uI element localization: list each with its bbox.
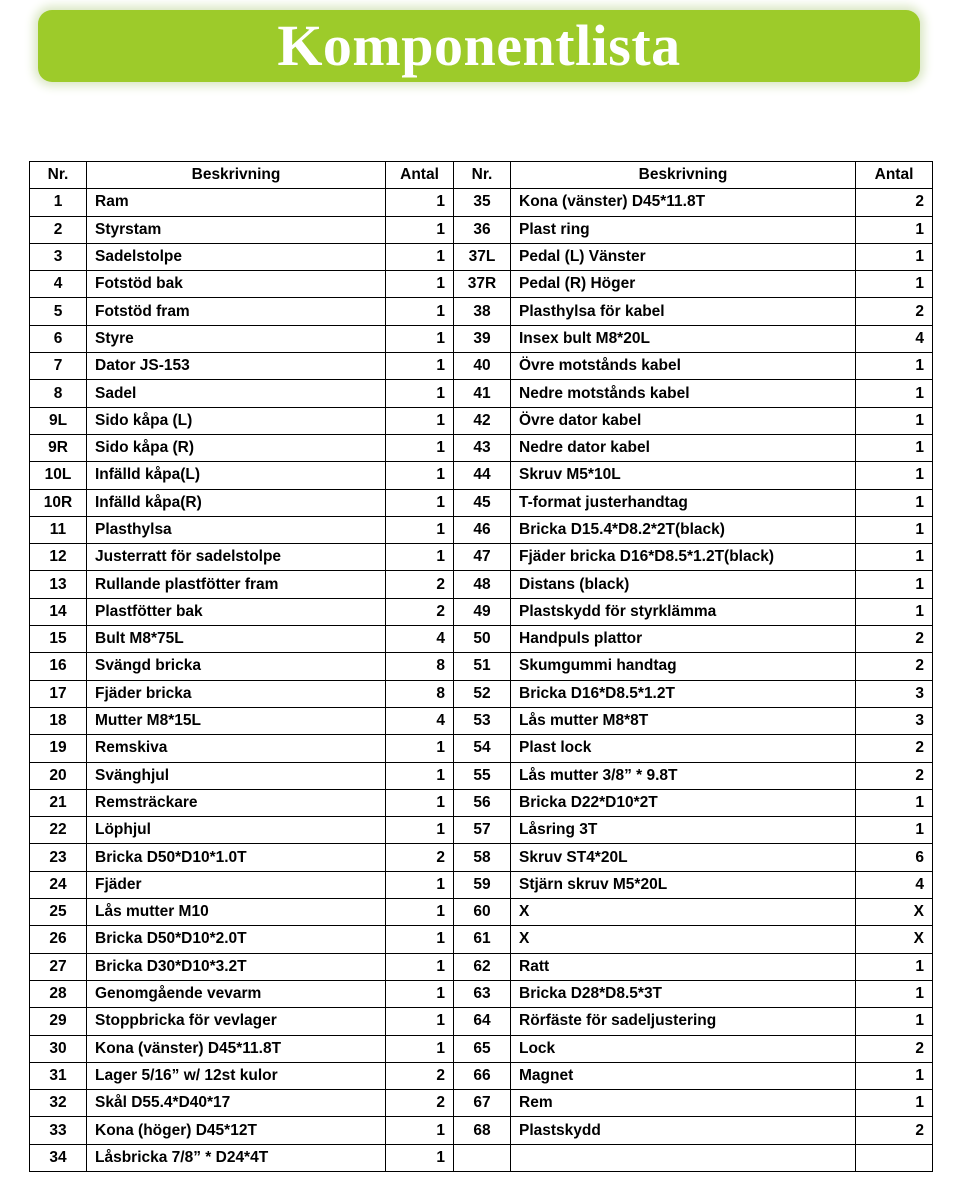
- part-description: Infälld kåpa(R): [87, 489, 386, 516]
- table-row: [30, 789, 933, 816]
- part-number: 64: [454, 1008, 511, 1035]
- part-number: 12: [30, 544, 87, 571]
- table-row: [30, 707, 933, 734]
- part-description: Handpuls plattor: [511, 626, 856, 653]
- part-quantity: 2: [856, 189, 933, 216]
- part-number: 42: [454, 407, 511, 434]
- part-number: 9R: [30, 434, 87, 461]
- part-number: 15: [30, 626, 87, 653]
- part-number: 47: [454, 544, 511, 571]
- part-quantity: 1: [856, 216, 933, 243]
- part-number: 36: [454, 216, 511, 243]
- parts-table-body: [30, 189, 933, 1172]
- part-number: 21: [30, 789, 87, 816]
- part-description: Bricka D50*D10*1.0T: [87, 844, 386, 871]
- part-quantity: 1: [386, 298, 454, 325]
- part-description: Fjäder bricka D16*D8.5*1.2T(black): [511, 544, 856, 571]
- part-number: 25: [30, 899, 87, 926]
- part-description: Plasthylsa: [87, 516, 386, 543]
- part-description: X: [511, 899, 856, 926]
- part-quantity: 1: [856, 271, 933, 298]
- part-number: 19: [30, 735, 87, 762]
- part-description: Bricka D22*D10*2T: [511, 789, 856, 816]
- part-quantity: 2: [386, 571, 454, 598]
- part-quantity: 2: [386, 1062, 454, 1089]
- part-number: 43: [454, 434, 511, 461]
- part-description: Lås mutter M10: [87, 899, 386, 926]
- part-description: Magnet: [511, 1062, 856, 1089]
- part-number: 26: [30, 926, 87, 953]
- part-description: Infälld kåpa(L): [87, 462, 386, 489]
- part-description: Låsbricka 7/8” * D24*4T: [87, 1144, 386, 1171]
- part-quantity: 1: [386, 516, 454, 543]
- part-quantity: 1: [386, 489, 454, 516]
- part-description: Mutter M8*15L: [87, 707, 386, 734]
- part-number: 51: [454, 653, 511, 680]
- part-description: Nedre motstånds kabel: [511, 380, 856, 407]
- part-number: 39: [454, 325, 511, 352]
- table-row: [30, 735, 933, 762]
- table-row: [30, 544, 933, 571]
- page-title: Komponentlista: [277, 13, 681, 78]
- table-row: [30, 762, 933, 789]
- part-number: 63: [454, 980, 511, 1007]
- part-quantity: 1: [386, 980, 454, 1007]
- table-row: [30, 680, 933, 707]
- part-quantity: 1: [386, 462, 454, 489]
- part-quantity: 2: [386, 844, 454, 871]
- part-description: Stjärn skruv M5*20L: [511, 871, 856, 898]
- part-number: 31: [30, 1062, 87, 1089]
- part-number: 53: [454, 707, 511, 734]
- part-description: Sido kåpa (L): [87, 407, 386, 434]
- part-description: Pedal (R) Höger: [511, 271, 856, 298]
- table-row: [30, 462, 933, 489]
- part-quantity: 1: [856, 380, 933, 407]
- part-description: Dator JS-153: [87, 353, 386, 380]
- part-description: X: [511, 926, 856, 953]
- part-number: 48: [454, 571, 511, 598]
- part-number: 60: [454, 899, 511, 926]
- part-quantity: 2: [856, 762, 933, 789]
- part-number: 55: [454, 762, 511, 789]
- part-quantity: 8: [386, 653, 454, 680]
- part-number: 9L: [30, 407, 87, 434]
- part-description: Kona (höger) D45*12T: [87, 1117, 386, 1144]
- part-description: Nedre dator kabel: [511, 434, 856, 461]
- part-quantity: 1: [386, 817, 454, 844]
- header-quantity: Antal: [386, 162, 454, 189]
- part-quantity: 2: [856, 1035, 933, 1062]
- table-row: [30, 817, 933, 844]
- part-quantity: 1: [386, 1008, 454, 1035]
- part-description: Ratt: [511, 953, 856, 980]
- part-quantity: 1: [856, 1090, 933, 1117]
- part-quantity: 1: [856, 980, 933, 1007]
- table-row: [30, 1008, 933, 1035]
- table-row: [30, 653, 933, 680]
- part-number: 57: [454, 817, 511, 844]
- part-quantity: 4: [386, 626, 454, 653]
- part-number: 62: [454, 953, 511, 980]
- table-row: [30, 325, 933, 352]
- part-description: Justerratt för sadelstolpe: [87, 544, 386, 571]
- part-number: 7: [30, 353, 87, 380]
- part-number: 10L: [30, 462, 87, 489]
- part-number: 46: [454, 516, 511, 543]
- part-number: 58: [454, 844, 511, 871]
- part-number: 14: [30, 598, 87, 625]
- part-quantity: 2: [856, 298, 933, 325]
- part-quantity: 2: [386, 598, 454, 625]
- part-description: Bricka D15.4*D8.2*2T(black): [511, 516, 856, 543]
- part-description: Fotstöd fram: [87, 298, 386, 325]
- part-number: 1: [30, 189, 87, 216]
- part-description: Rörfäste för sadeljustering: [511, 1008, 856, 1035]
- part-number: 16: [30, 653, 87, 680]
- table-row: [30, 380, 933, 407]
- title-banner: [38, 10, 920, 82]
- part-description: Övre dator kabel: [511, 407, 856, 434]
- part-number: 52: [454, 680, 511, 707]
- part-number: 37L: [454, 243, 511, 270]
- part-description: Lager 5/16” w/ 12st kulor: [87, 1062, 386, 1089]
- part-quantity: 4: [856, 871, 933, 898]
- part-number: 22: [30, 817, 87, 844]
- part-quantity: 1: [386, 325, 454, 352]
- part-number: 23: [30, 844, 87, 871]
- part-quantity: 1: [856, 598, 933, 625]
- part-quantity: 1: [386, 380, 454, 407]
- part-number: 18: [30, 707, 87, 734]
- part-quantity: 1: [856, 353, 933, 380]
- part-number: 68: [454, 1117, 511, 1144]
- part-number: [454, 1144, 511, 1171]
- table-row: [30, 598, 933, 625]
- part-description: Fjäder bricka: [87, 680, 386, 707]
- part-description: Bricka D30*D10*3.2T: [87, 953, 386, 980]
- table-row: [30, 353, 933, 380]
- part-description: Bricka D16*D8.5*1.2T: [511, 680, 856, 707]
- part-quantity: 1: [856, 953, 933, 980]
- part-number: 20: [30, 762, 87, 789]
- part-quantity: 1: [856, 434, 933, 461]
- part-description: Skål D55.4*D40*17: [87, 1090, 386, 1117]
- part-quantity: 1: [386, 871, 454, 898]
- part-description: Bult M8*75L: [87, 626, 386, 653]
- part-quantity: 2: [856, 626, 933, 653]
- table-header-row: [30, 162, 933, 189]
- table-row: [30, 243, 933, 270]
- part-description: Bricka D50*D10*2.0T: [87, 926, 386, 953]
- part-quantity: X: [856, 899, 933, 926]
- part-quantity: X: [856, 926, 933, 953]
- part-quantity: 1: [856, 817, 933, 844]
- part-description: Löphjul: [87, 817, 386, 844]
- part-number: 67: [454, 1090, 511, 1117]
- part-description: Lås mutter 3/8” * 9.8T: [511, 762, 856, 789]
- part-number: 6: [30, 325, 87, 352]
- table-row: [30, 571, 933, 598]
- part-description: Svängd bricka: [87, 653, 386, 680]
- header-description: Beskrivning: [511, 162, 856, 189]
- part-number: 29: [30, 1008, 87, 1035]
- header-nr: Nr.: [30, 162, 87, 189]
- part-number: 4: [30, 271, 87, 298]
- part-description: Plastskydd: [511, 1117, 856, 1144]
- table-row: [30, 298, 933, 325]
- part-quantity: 6: [856, 844, 933, 871]
- header-description: Beskrivning: [87, 162, 386, 189]
- table-row: [30, 626, 933, 653]
- header-quantity: Antal: [856, 162, 933, 189]
- part-description: Övre motstånds kabel: [511, 353, 856, 380]
- part-description: Skruv ST4*20L: [511, 844, 856, 871]
- part-number: 24: [30, 871, 87, 898]
- part-description: Plasthylsa för kabel: [511, 298, 856, 325]
- part-description: Lock: [511, 1035, 856, 1062]
- table-row: [30, 871, 933, 898]
- part-quantity: 1: [386, 216, 454, 243]
- part-description: Plastskydd för styrklämma: [511, 598, 856, 625]
- part-description: Fjäder: [87, 871, 386, 898]
- part-quantity: 1: [386, 953, 454, 980]
- part-description: Distans (black): [511, 571, 856, 598]
- part-quantity: 1: [386, 789, 454, 816]
- part-quantity: 1: [386, 271, 454, 298]
- part-quantity: 4: [856, 325, 933, 352]
- part-quantity: 8: [386, 680, 454, 707]
- part-number: 32: [30, 1090, 87, 1117]
- part-number: 40: [454, 353, 511, 380]
- part-quantity: 4: [386, 707, 454, 734]
- table-row: [30, 434, 933, 461]
- part-quantity: 1: [856, 243, 933, 270]
- part-quantity: 1: [386, 1035, 454, 1062]
- part-quantity: 1: [386, 544, 454, 571]
- part-quantity: 1: [386, 189, 454, 216]
- part-number: 45: [454, 489, 511, 516]
- part-number: 49: [454, 598, 511, 625]
- part-number: 10R: [30, 489, 87, 516]
- part-description: Rullande plastfötter fram: [87, 571, 386, 598]
- part-description: Lås mutter M8*8T: [511, 707, 856, 734]
- part-quantity: 2: [856, 1117, 933, 1144]
- part-quantity: 1: [386, 899, 454, 926]
- part-description: Svänghjul: [87, 762, 386, 789]
- part-number: 28: [30, 980, 87, 1007]
- part-description: Kona (vänster) D45*11.8T: [511, 189, 856, 216]
- part-description: Kona (vänster) D45*11.8T: [87, 1035, 386, 1062]
- part-description: Genomgående vevarm: [87, 980, 386, 1007]
- part-quantity: 1: [856, 462, 933, 489]
- part-quantity: 1: [386, 735, 454, 762]
- part-quantity: 3: [856, 680, 933, 707]
- part-description: Remsträckare: [87, 789, 386, 816]
- part-quantity: 1: [386, 926, 454, 953]
- part-description: Rem: [511, 1090, 856, 1117]
- part-quantity: 1: [856, 571, 933, 598]
- table-row: [30, 1117, 933, 1144]
- table-row: [30, 980, 933, 1007]
- part-description: Insex bult M8*20L: [511, 325, 856, 352]
- part-description: [511, 1144, 856, 1171]
- table-row: [30, 489, 933, 516]
- part-quantity: 1: [386, 1117, 454, 1144]
- part-number: 5: [30, 298, 87, 325]
- table-row: [30, 189, 933, 216]
- part-number: 17: [30, 680, 87, 707]
- part-number: 35: [454, 189, 511, 216]
- part-number: 33: [30, 1117, 87, 1144]
- part-description: Stoppbricka för vevlager: [87, 1008, 386, 1035]
- part-number: 59: [454, 871, 511, 898]
- part-quantity: 1: [386, 762, 454, 789]
- part-quantity: 2: [856, 735, 933, 762]
- part-number: 27: [30, 953, 87, 980]
- table-row: [30, 516, 933, 543]
- part-description: Styrstam: [87, 216, 386, 243]
- part-number: 50: [454, 626, 511, 653]
- table-row: [30, 271, 933, 298]
- part-number: 61: [454, 926, 511, 953]
- part-description: T-format justerhandtag: [511, 489, 856, 516]
- part-number: 30: [30, 1035, 87, 1062]
- table-row: [30, 953, 933, 980]
- part-quantity: 1: [856, 789, 933, 816]
- part-description: Plast ring: [511, 216, 856, 243]
- part-number: 3: [30, 243, 87, 270]
- part-number: 8: [30, 380, 87, 407]
- part-number: 2: [30, 216, 87, 243]
- part-description: Ram: [87, 189, 386, 216]
- part-number: 41: [454, 380, 511, 407]
- part-description: Skruv M5*10L: [511, 462, 856, 489]
- part-number: 56: [454, 789, 511, 816]
- part-quantity: 1: [856, 544, 933, 571]
- part-number: 37R: [454, 271, 511, 298]
- part-quantity: 1: [856, 1008, 933, 1035]
- table-row: [30, 1062, 933, 1089]
- part-quantity: 2: [856, 653, 933, 680]
- part-quantity: 1: [856, 1062, 933, 1089]
- part-quantity: 1: [856, 489, 933, 516]
- part-description: Remskiva: [87, 735, 386, 762]
- parts-table: [29, 161, 933, 1172]
- part-description: Skumgummi handtag: [511, 653, 856, 680]
- table-row: [30, 926, 933, 953]
- part-quantity: 1: [386, 243, 454, 270]
- table-row: [30, 1035, 933, 1062]
- table-row: [30, 844, 933, 871]
- part-number: 34: [30, 1144, 87, 1171]
- part-quantity: 1: [386, 434, 454, 461]
- part-number: 13: [30, 571, 87, 598]
- part-description: Styre: [87, 325, 386, 352]
- table-row: [30, 216, 933, 243]
- table-row: [30, 407, 933, 434]
- part-description: Fotstöd bak: [87, 271, 386, 298]
- part-number: 44: [454, 462, 511, 489]
- part-quantity: 1: [856, 516, 933, 543]
- part-description: Bricka D28*D8.5*3T: [511, 980, 856, 1007]
- part-quantity: 1: [856, 407, 933, 434]
- part-description: Plastfötter bak: [87, 598, 386, 625]
- table-row: [30, 899, 933, 926]
- part-quantity: 1: [386, 407, 454, 434]
- part-quantity: 1: [386, 1144, 454, 1171]
- part-quantity: 2: [386, 1090, 454, 1117]
- part-number: 38: [454, 298, 511, 325]
- part-number: 54: [454, 735, 511, 762]
- table-row: [30, 1090, 933, 1117]
- part-quantity: 1: [386, 353, 454, 380]
- part-description: Sadelstolpe: [87, 243, 386, 270]
- header-nr: Nr.: [454, 162, 511, 189]
- part-number: 66: [454, 1062, 511, 1089]
- part-description: Pedal (L) Vänster: [511, 243, 856, 270]
- part-quantity: [856, 1144, 933, 1171]
- part-description: Plast lock: [511, 735, 856, 762]
- part-number: 11: [30, 516, 87, 543]
- part-number: 65: [454, 1035, 511, 1062]
- part-description: Låsring 3T: [511, 817, 856, 844]
- part-quantity: 3: [856, 707, 933, 734]
- part-description: Sido kåpa (R): [87, 434, 386, 461]
- part-description: Sadel: [87, 380, 386, 407]
- table-row: [30, 1144, 933, 1171]
